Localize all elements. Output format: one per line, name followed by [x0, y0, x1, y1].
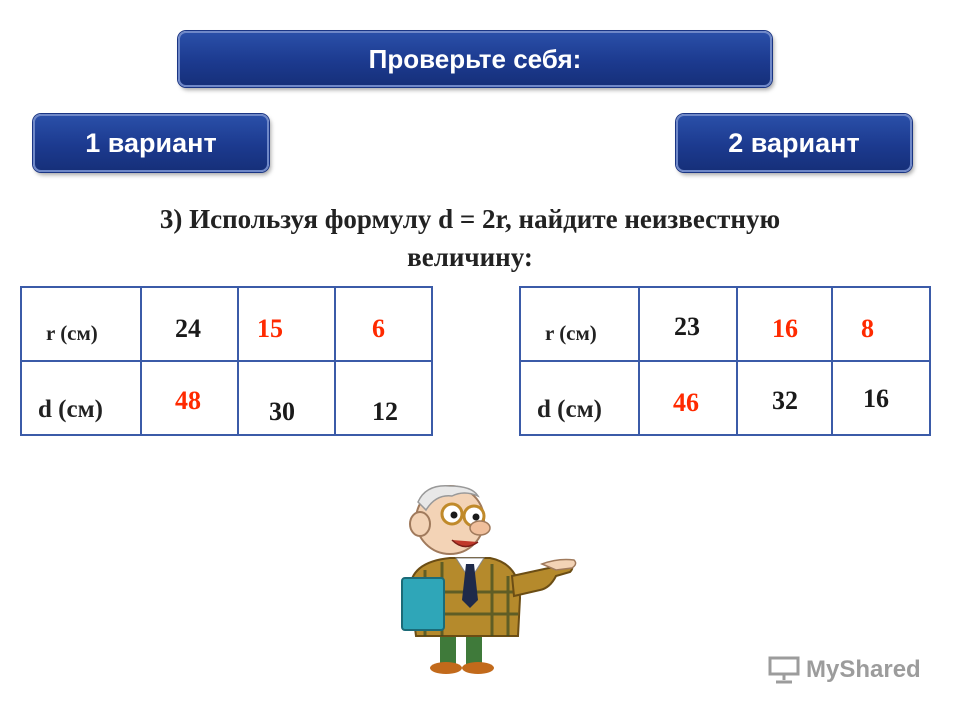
variant-1-button[interactable] — [33, 114, 269, 172]
task-text — [60, 200, 880, 276]
d-label: d (см) — [537, 396, 602, 423]
variant-2-label: 2 вариант — [728, 127, 860, 158]
title-label: Проверьте себя: — [368, 43, 582, 74]
r-value: 23 — [674, 312, 700, 341]
r-answer: 8 — [861, 314, 874, 343]
d-answer: 46 — [673, 388, 699, 417]
table-cell — [737, 287, 832, 361]
task-line-1: 3) Используя формулу d = 2r, найдите неизвестную — [159, 204, 781, 234]
r-label-cell — [520, 287, 639, 361]
r-answer: 16 — [772, 314, 798, 343]
table-cell — [335, 361, 432, 435]
d-label: d (см) — [38, 396, 103, 423]
table-cell — [832, 287, 930, 361]
task-line-2: величину: — [407, 242, 533, 272]
r-answer: 6 — [372, 314, 385, 343]
variant-2-table — [519, 286, 931, 436]
variant-1-label: 1 вариант — [85, 127, 217, 158]
variant-1-table — [20, 286, 433, 436]
table-cell — [141, 361, 238, 435]
table-cell — [832, 361, 930, 435]
professor-illustration — [380, 480, 580, 680]
title-button[interactable] — [178, 31, 772, 87]
r-label: r (см) — [545, 321, 597, 345]
r-value: 24 — [175, 314, 201, 343]
d-label-cell — [21, 361, 141, 435]
r-label: r (см) — [46, 321, 98, 345]
r-answer: 15 — [257, 314, 283, 343]
table-cell — [335, 287, 432, 361]
logo-text: MyShared — [806, 656, 921, 683]
table-cell — [141, 287, 238, 361]
table-cell — [737, 361, 832, 435]
presentation-icon — [768, 656, 800, 684]
d-value: 16 — [863, 384, 889, 413]
table-cell — [238, 287, 335, 361]
d-value: 32 — [772, 386, 798, 415]
table-cell — [238, 361, 335, 435]
d-value: 12 — [372, 397, 398, 426]
r-label-cell — [21, 287, 141, 361]
variant-2-button[interactable] — [676, 114, 912, 172]
table-cell — [639, 287, 737, 361]
d-answer: 48 — [175, 386, 201, 415]
d-value: 30 — [269, 397, 295, 426]
myshared-logo — [768, 656, 921, 684]
d-label-cell — [520, 361, 639, 435]
table-cell — [639, 361, 737, 435]
